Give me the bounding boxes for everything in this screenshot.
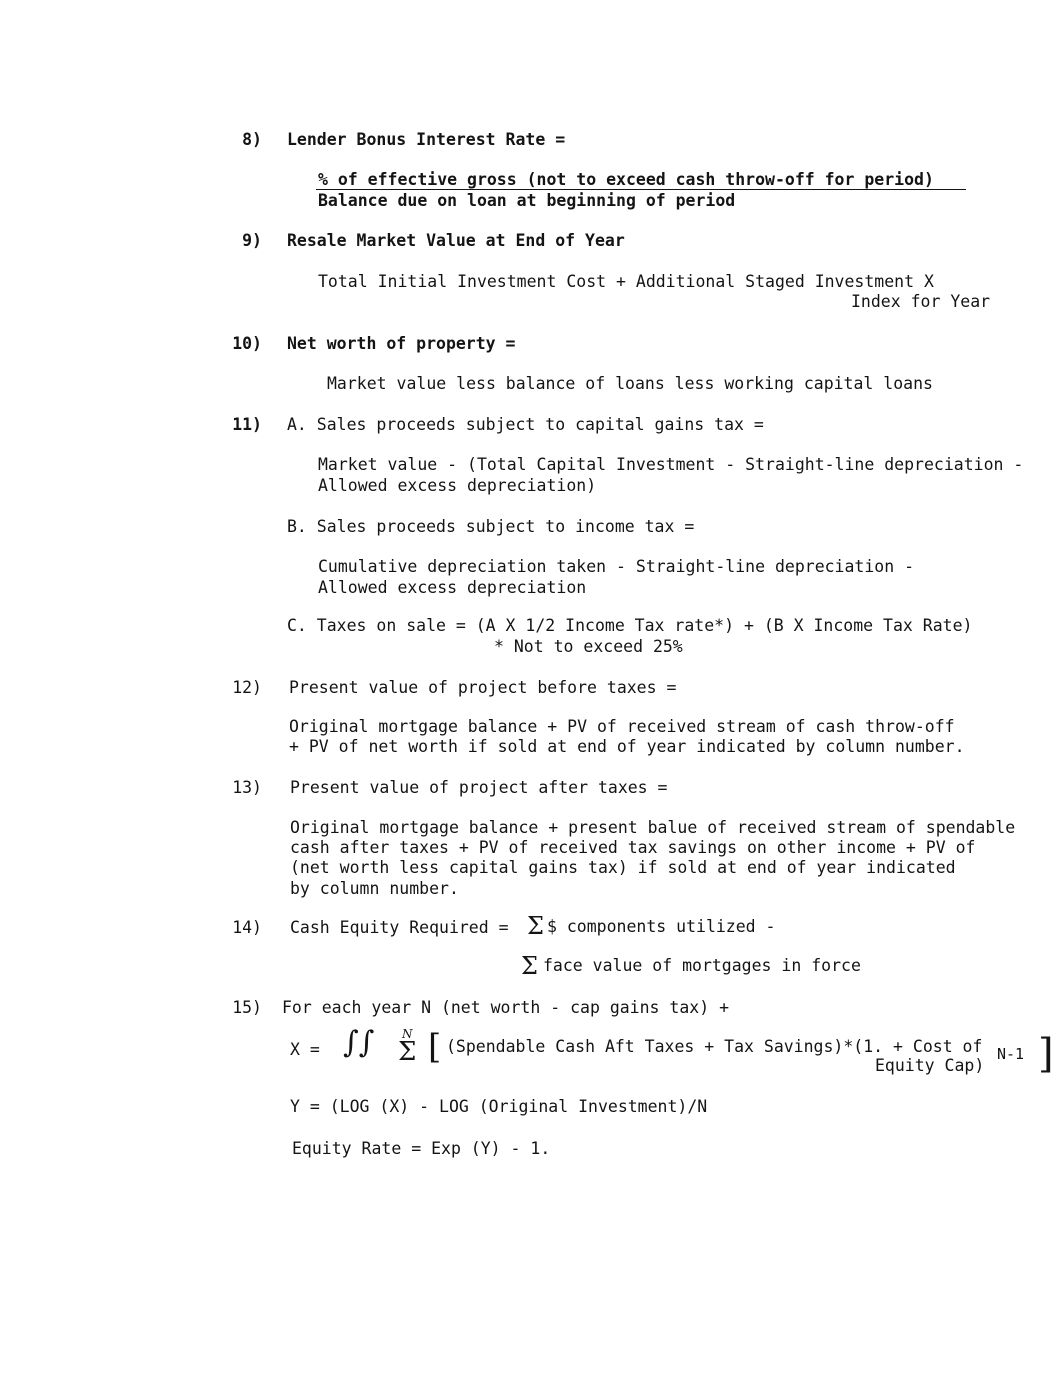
item-13-line-3: (net worth less capital gains tax) if sold at end of year indicated	[290, 858, 956, 877]
item-number-11: 11)	[232, 415, 262, 434]
close-bracket: ]	[1038, 1031, 1054, 1077]
item-13-line-2: cash after taxes + PV of received tax savings on other income + PV of	[290, 838, 976, 857]
item-number-15: 15)	[232, 998, 262, 1017]
item-number-8: 8)	[242, 130, 262, 149]
double-integral-symbol: ∫∫	[343, 1025, 375, 1060]
item-12-line-1: Original mortgage balance + PV of received stream of cash throw-off	[289, 717, 955, 736]
item-9-line-2: Index for Year	[851, 292, 991, 311]
item-13-line-4: by column number.	[290, 879, 459, 898]
item-number-12: 12)	[232, 678, 262, 697]
y-formula: Y = (LOG (X) - LOG (Original Investment)/N	[290, 1097, 708, 1116]
item-12-line-2: + PV of net worth if sold at end of year indicated by column number.	[289, 737, 965, 756]
item-10-title: Net worth of property =	[287, 334, 516, 353]
equity-rate-formula: Equity Rate = Exp (Y) - 1.	[292, 1139, 551, 1158]
item-11-b-line-1: Cumulative depreciation taken - Straight-line depreciation -	[318, 557, 915, 576]
item-number-10: 10)	[232, 334, 262, 353]
item-11-c-line-1: C. Taxes on sale = (A X 1/2 Income Tax rate*) + (B X Income Tax Rate)	[287, 616, 973, 635]
item-8-title: Lender Bonus Interest Rate =	[287, 130, 566, 149]
sigma-upper-limit: N	[402, 1027, 413, 1041]
item-13-title: Present value of project after taxes =	[290, 778, 668, 797]
item-8-denominator: Balance due on loan at beginning of period	[318, 191, 736, 210]
x-label: X =	[290, 1040, 320, 1059]
open-bracket: [	[428, 1027, 442, 1067]
item-12-title: Present value of project before taxes =	[289, 678, 677, 697]
item-11-a-title: A. Sales proceeds subject to capital gains tax =	[287, 415, 764, 434]
item-13-line-1: Original mortgage balance + present balue of received stream of spendable	[290, 818, 1016, 837]
item-11-b-title: B. Sales proceeds subject to income tax =	[287, 517, 695, 536]
sigma-symbol: Σ	[527, 912, 544, 940]
item-9-title: Resale Market Value at End of Year	[287, 231, 625, 250]
item-number-13: 13)	[232, 778, 262, 797]
fraction-bar	[316, 189, 966, 190]
item-11-c-note: * Not to exceed 25%	[494, 637, 683, 656]
item-10-line-1: Market value less balance of loans less working capital loans	[327, 374, 933, 393]
item-8-numerator: % of effective gross (not to exceed cash throw-off for period)	[318, 170, 934, 189]
x-term-2: Equity Cap)	[875, 1056, 985, 1075]
item-11-a-line-2: Allowed excess depreciation)	[318, 476, 597, 495]
sigma-symbol: Σ	[521, 952, 538, 980]
sigma-symbol: Σ	[398, 1037, 417, 1067]
x-term-1: (Spendable Cash Aft Taxes + Tax Savings)*(1. + Cost of	[446, 1037, 983, 1056]
item-number-14: 14)	[232, 918, 262, 937]
item-14-title: Cash Equity Required =	[290, 918, 509, 937]
item-9-line-1: Total Initial Investment Cost + Additional Staged Investment X	[318, 272, 934, 291]
item-14-term-2: face value of mortgages in force	[543, 956, 861, 975]
item-11-b-line-2: Allowed excess depreciation	[318, 578, 587, 597]
item-number-9: 9)	[242, 231, 262, 250]
x-exponent: N-1	[997, 1045, 1025, 1063]
item-15-intro: For each year N (net worth - cap gains tax) +	[282, 998, 730, 1017]
item-11-a-line-1: Market value - (Total Capital Investment - Straight-line depreciation -	[318, 455, 1024, 474]
item-14-term-1: $ components utilized -	[547, 917, 776, 936]
